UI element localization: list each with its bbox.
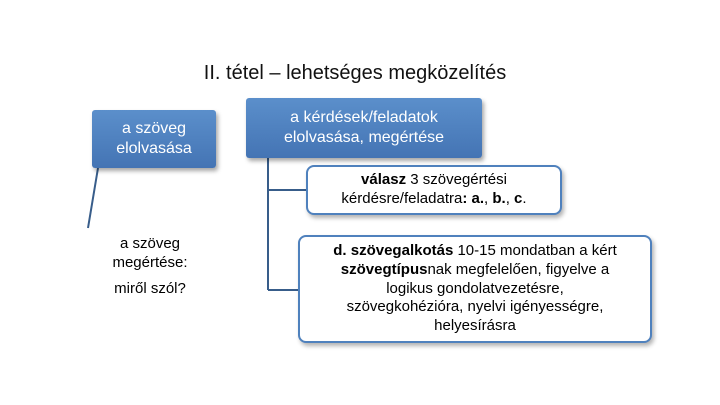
understand-line-1: a szöveg: [119, 234, 181, 252]
compose-keyword: d. szövegalkotás: [333, 242, 454, 260]
connector-read-to-understand: [88, 168, 98, 228]
compose-line-2: szövegtípusnak megfelelően, figyelve a: [340, 260, 610, 278]
compose-line-1: d. szövegalkotás 10-15 mondatban a kért: [333, 242, 617, 260]
read-text-line-1: a szöveg: [121, 120, 187, 137]
text-type-keyword: szövegtípus: [340, 260, 428, 278]
answer-line-1: válasz 3 szövegértési: [361, 171, 507, 189]
compose-line-5: helyesírásra: [434, 317, 516, 335]
read-tasks-box: [246, 98, 482, 158]
understand-line-3: miről szól?: [114, 279, 186, 297]
compose-line-4: szövegkohézióra, nyelvi igényességre,: [346, 298, 604, 316]
understand-line-2: megértése:: [112, 254, 188, 272]
compose-box: [298, 235, 652, 343]
understand-text-box: [82, 228, 218, 304]
read-tasks-line-2: elolvasása, megértése: [283, 129, 445, 146]
answer-line-2: kérdésre/feladatra: a., b., c.: [341, 190, 527, 207]
compose-line-3: logikus gondolatvezetésre,: [386, 279, 564, 297]
read-text-box: [92, 110, 216, 168]
read-text-line-2: elolvasása: [116, 140, 192, 157]
answer-box: [306, 165, 562, 215]
answer-keyword: válasz: [361, 171, 407, 189]
page-title: II. tétel – lehetséges megközelítés: [203, 62, 507, 84]
read-tasks-line-1: a kérdések/feladatok: [290, 109, 438, 126]
